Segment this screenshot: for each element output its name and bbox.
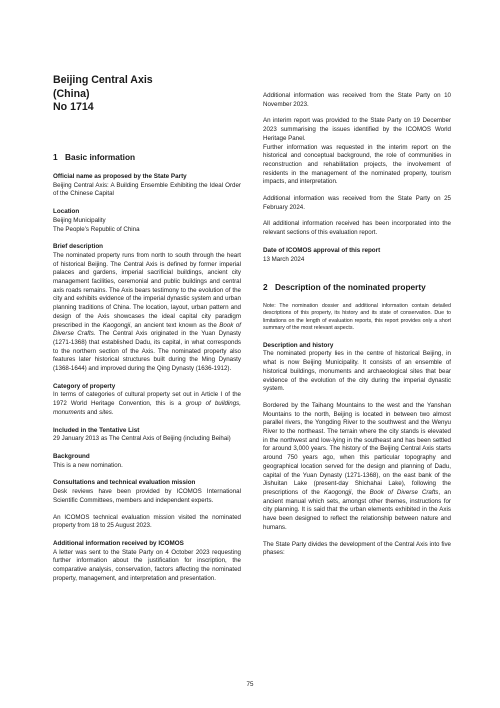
location-line-1: Beijing Municipality bbox=[53, 216, 106, 224]
category-heading: Category of property bbox=[53, 382, 116, 390]
brief-description-part-b: , an ancient text known as the bbox=[130, 321, 220, 329]
property-title-number: No 1714 bbox=[53, 101, 94, 113]
additional-info-text-6: All additional information received has been incorporated into the relevant sections of this evaluation report. bbox=[263, 220, 451, 237]
right-column bbox=[263, 58, 451, 558]
description-paragraph-2-part-b: , the bbox=[351, 489, 370, 496]
category-part-b: and bbox=[85, 408, 100, 416]
section-2-number: 2 bbox=[263, 282, 268, 293]
background-text: This is a new nomination. bbox=[53, 461, 123, 469]
description-history-heading: Description and history bbox=[263, 341, 334, 349]
tentative-list-text: 29 January 2013 as The Central Axis of Beijing (including Beihai) bbox=[53, 435, 231, 443]
description-paragraph-2 bbox=[263, 402, 451, 533]
location-line-2: The People’s Republic of China bbox=[53, 225, 140, 233]
location-heading: Location bbox=[53, 208, 80, 216]
description-paragraph-3: The State Party divides the development of the Central Axis into five phases: bbox=[263, 540, 451, 557]
consultations-text-2: An ICOMOS technical evaluation mission visited the nominated property from 18 to 25 August 2023. bbox=[53, 513, 241, 530]
section-2-title: Description of the nominated property bbox=[275, 282, 426, 293]
category-italic-sites: sites bbox=[99, 408, 112, 416]
left-column bbox=[53, 58, 241, 583]
additional-info-text-2: Additional information was received from the State Party on 10 November 2023. bbox=[263, 92, 451, 108]
category-part-c: . bbox=[111, 408, 114, 416]
property-title-name: Beijing Central Axis bbox=[53, 74, 153, 86]
brief-description-text bbox=[53, 252, 241, 374]
additional-info-heading: Additional information received by ICOMOS bbox=[53, 539, 184, 547]
book-of-diverse-crafts-title: Book of Diverse Crafts bbox=[53, 321, 241, 338]
official-name-text: Beijing Central Axis: A Building Ensemble Exhibiting the Ideal Order of the Chinese Capital bbox=[53, 181, 241, 198]
consultations-heading: Consultations and technical evaluation mission bbox=[53, 479, 196, 487]
property-title bbox=[53, 74, 241, 115]
additional-info-text-1: A letter was sent to the State Party on 4 October 2023 requesting further information about the justification for inscription, the comparative analysis, conservation, factors affecting the nominated property, management, and interpretation and presentation. bbox=[53, 548, 241, 582]
section-2-note: Note: The nomination dossier and additional information contain detailed descriptions of this property, its history and its state of conservation. Due to limitations on the length of evaluation reports, this report provides only a short summary of the most relevant aspects. bbox=[263, 302, 451, 332]
kaogongji-title: Kaogongji bbox=[102, 321, 131, 329]
page-number: 75 bbox=[246, 681, 254, 688]
brief-description-part-a: The nominated property runs from north to south through the heart of historical Beijing. The Central Axis is defined by former imperial palaces and gardens, imperial sacrificial buildings, ancient city management facilities, ceremonial and public buildings and central axis roads remains. The Axis bears testimony to the evolution of the city and exhibits evidence of the imperial dynastic system and urban planning traditions of China. The location, layout, urban pattern and design of the Axis showcases the ideal capital city paradigm prescribed in the bbox=[53, 251, 241, 329]
official-name-heading: Official name as proposed by the State Party bbox=[53, 173, 187, 180]
category-part-a: In terms of categories of cultural property set out in Article I of the 1972 World Heritage Convention, this is a bbox=[53, 391, 241, 408]
additional-info-text-3: An interim report was provided to the State Party on 19 December 2023 summarising the issues identified by the ICOMOS World Heritage Panel. bbox=[263, 117, 451, 142]
section-1-number: 1 bbox=[53, 151, 58, 162]
description-paragraph-1: The nominated property lies in the centre of historical Beijing, in what is now Beijing Municipality. It consists of an ensemble of historical buildings, monuments and archaeological sites that bear evidence of the evolution of the city during the imperial dynastic system. bbox=[263, 350, 451, 393]
section-1-heading bbox=[53, 152, 241, 163]
book-of-diverse-crafts-title-2: Book of Diverse Crafts bbox=[369, 489, 439, 496]
description-paragraph-2-part-c: , an ancient manual which sets, amongst other themes, instructions for city planning. It is said that the urban elements exhibited in the Axis have been designed to reflect the relationship between nature and humans. bbox=[263, 489, 452, 531]
kaogongji-title-2: Kaogongji bbox=[323, 489, 352, 496]
section-1-title: Basic information bbox=[65, 151, 136, 162]
additional-info-text-5: Additional information was received from the State Party on 25 February 2024. bbox=[263, 195, 451, 211]
property-title-country: (China) bbox=[53, 87, 90, 100]
approval-date: 13 March 2024 bbox=[263, 255, 305, 263]
background-heading: Background bbox=[53, 452, 90, 460]
description-paragraph-2-part-a: Bordered by the Taihang Mountains to the west and the Yanshan Mountains to the north, Beijing is located in between two almost parallel rivers, the Yongding River to the southwest and the Wenyu River to the northeast. The terrain where the city stands is elevated in the northwest and low-lying in the southeast and has been settled for around 3,000 years. The history of the Beijing Central Axis starts around 750 years ago, when this particular topography and geographical location served for the design and planning of Dadu, capital of the Yuan Dynasty (1271-1368), on the east bank of the Jishuitan Lake (present-day Shichahai Lake), following the prescriptions of the bbox=[263, 401, 451, 496]
tentative-list-heading: Included in the Tentative List bbox=[53, 426, 140, 434]
category-italic-groups: group of buildings, monuments bbox=[53, 400, 241, 416]
category-text bbox=[53, 391, 241, 417]
consultations-text-1: Desk reviews have been provided by ICOMOS International Scientific Committees, members and independent experts. bbox=[53, 488, 241, 504]
additional-info-text-4: Further information was requested in the interim report on the historical and conceptual background, the role of communities in reconstruction and rehabilitation projects, the involvement of residents in the management of the nominated property, tourism impacts, and interpretation. bbox=[263, 143, 451, 186]
brief-description-heading: Brief description bbox=[53, 243, 104, 251]
brief-description-part-c: . The Central Axis originated in the Yuan Dynasty (1271-1368) that established Dadu, its capital, in what corresponds to the northern section of the Axis. The nominated property also features later historical structures built during the Ming Dynasty (1368-1644) and improved during the Qing Dynasty (1636-1912). bbox=[53, 330, 241, 373]
approval-heading: Date of ICOMOS approval of this report bbox=[263, 246, 381, 254]
section-2-heading bbox=[263, 282, 451, 293]
